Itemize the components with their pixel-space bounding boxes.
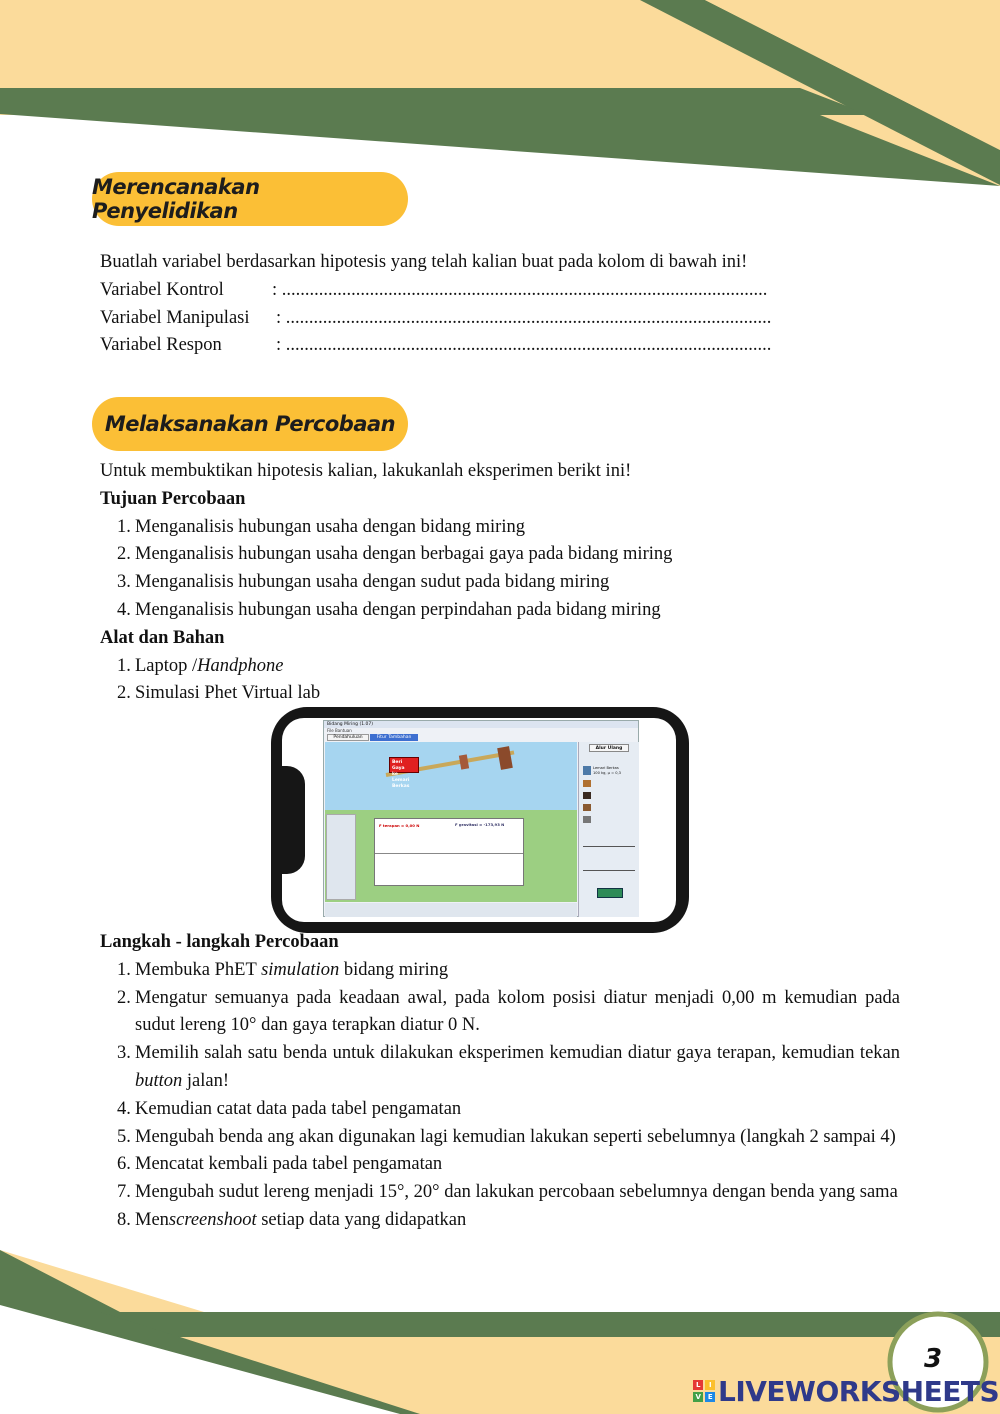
list-item: 2. Simulasi Phet Virtual lab bbox=[117, 683, 321, 704]
experiment-intro: Untuk membuktikan hipotesis kalian, lakukanlah eksperimen berikt ini! bbox=[100, 461, 632, 481]
list-item: 1. Menganalisis hubungan usaha dengan bidang miring bbox=[117, 516, 525, 537]
list-item: 3. Menganalisis hubungan usaha dengan sudut pada bidang miring bbox=[117, 572, 610, 593]
list-item: 1. Membuka PhET simulation bidang miring bbox=[117, 959, 449, 980]
variable-answer-field[interactable]: : ......................................................................................................... bbox=[272, 279, 768, 300]
planning-intro: Buatlah variabel berdasarkan hipotesis yang telah kalian buat pada kolom di bawah ini! bbox=[100, 252, 748, 272]
sim-object-label: Lemari Berkas 100 kg, μ = 0,3 bbox=[593, 766, 621, 775]
phone-notch bbox=[271, 766, 305, 874]
list-item: 7. Mengubah sudut lereng menjadi 15°, 20° dan lakukan percobaan sebelumnya dengan benda yang sama bbox=[117, 1182, 898, 1203]
phet-simulation-screenshot bbox=[323, 720, 639, 917]
alat-title: Alat dan Bahan bbox=[100, 627, 225, 648]
variable-answer-field[interactable]: : ......................................................................................................... bbox=[276, 335, 772, 356]
sim-left-panel bbox=[326, 814, 356, 900]
alat-list bbox=[100, 653, 672, 709]
sim-reset-button: Alur Ulang bbox=[589, 744, 629, 752]
sim-tab-intro: Pendahuluan bbox=[327, 734, 369, 741]
logo-icon: L I V E bbox=[693, 1380, 715, 1402]
sim-object-icon bbox=[583, 804, 591, 811]
experiment-body bbox=[100, 458, 672, 708]
sim-zoom-control bbox=[597, 888, 623, 898]
langkah-list bbox=[100, 957, 900, 1235]
variable-row bbox=[100, 332, 771, 360]
section-heading-planning: Merencanakan Penyelidikan bbox=[92, 172, 408, 226]
sim-bottom-bar bbox=[325, 903, 577, 917]
brand-name: LIVEWORKSHEETS bbox=[718, 1374, 1000, 1408]
list-item: 5. Mengubah benda ang akan digunakan lagi kemudian lakukan seperti sebelumnya (langkah 2 sampai 4) bbox=[117, 1126, 896, 1147]
steps-body bbox=[100, 929, 900, 1235]
sim-force-applied: F terapan = 0,00 N bbox=[379, 823, 420, 828]
sim-force-label: Beri Gaya ke Lemari Berkas bbox=[389, 757, 419, 773]
sim-force-gravity: F gravitasi = -173,93 N bbox=[455, 822, 505, 827]
tujuan-list bbox=[100, 514, 672, 625]
variable-label: Variabel Manipulasi bbox=[100, 307, 250, 328]
variable-label: Variabel Respon bbox=[100, 335, 222, 356]
sim-control-panel bbox=[578, 742, 639, 917]
sim-tab-features: Fitur Tambahan bbox=[370, 734, 418, 741]
tujuan-title: Tujuan Percobaan bbox=[100, 488, 246, 509]
sim-position-slider bbox=[583, 846, 635, 847]
list-item: 6. Mencatat kembali pada tabel pengamatan bbox=[117, 1154, 443, 1175]
list-item: 4. Menganalisis hubungan usaha dengan perpindahan pada bidang miring bbox=[117, 599, 661, 620]
section-heading-experiment: Melaksanakan Percobaan bbox=[92, 397, 408, 451]
sim-object-icon bbox=[583, 780, 591, 787]
sim-menu-bar: File Bantuan bbox=[327, 728, 352, 733]
list-item: 2. Menganalisis hubungan usaha dengan berbagai gaya pada bidang miring bbox=[117, 544, 673, 565]
langkah-title: Langkah - langkah Percobaan bbox=[100, 932, 339, 952]
sim-angle-slider bbox=[583, 870, 635, 871]
sim-force-graph bbox=[374, 818, 524, 886]
sim-sky bbox=[325, 742, 577, 810]
sim-object-icon bbox=[583, 766, 591, 775]
sim-object-icon bbox=[583, 792, 591, 799]
list-item: 3. Memilih salah satu benda untuk dilakukan eksperimen kemudian diatur gaya terapan, kemudian tekan button jalan! bbox=[117, 1043, 900, 1091]
list-item: 1. Laptop /Handphone bbox=[117, 655, 284, 676]
page-number: 3 bbox=[924, 1344, 943, 1374]
planning-body bbox=[100, 249, 771, 360]
sim-object-icon bbox=[583, 816, 591, 823]
sim-window-title: Bidang Miring (1.07) bbox=[324, 721, 638, 728]
sim-graph-axis bbox=[375, 853, 523, 854]
liveworksheets-logo bbox=[693, 1374, 999, 1408]
list-item: 2. Mengatur semuanya pada keadaan awal, pada kolom posisi diatur menjadi 0,00 m kemudian pada sudut lereng 10° dan gaya terapkan diatur 0 N. bbox=[117, 987, 900, 1036]
list-item: 4. Kemudian catat data pada tabel pengamatan bbox=[117, 1098, 462, 1119]
list-item: 8. Menscreenshoot setiap data yang didapatkan bbox=[117, 1209, 467, 1230]
variable-answer-field[interactable]: : ......................................................................................................... bbox=[276, 307, 772, 328]
variable-row bbox=[100, 277, 771, 305]
variable-label: Variabel Kontrol bbox=[100, 279, 224, 300]
variable-row bbox=[100, 305, 771, 333]
